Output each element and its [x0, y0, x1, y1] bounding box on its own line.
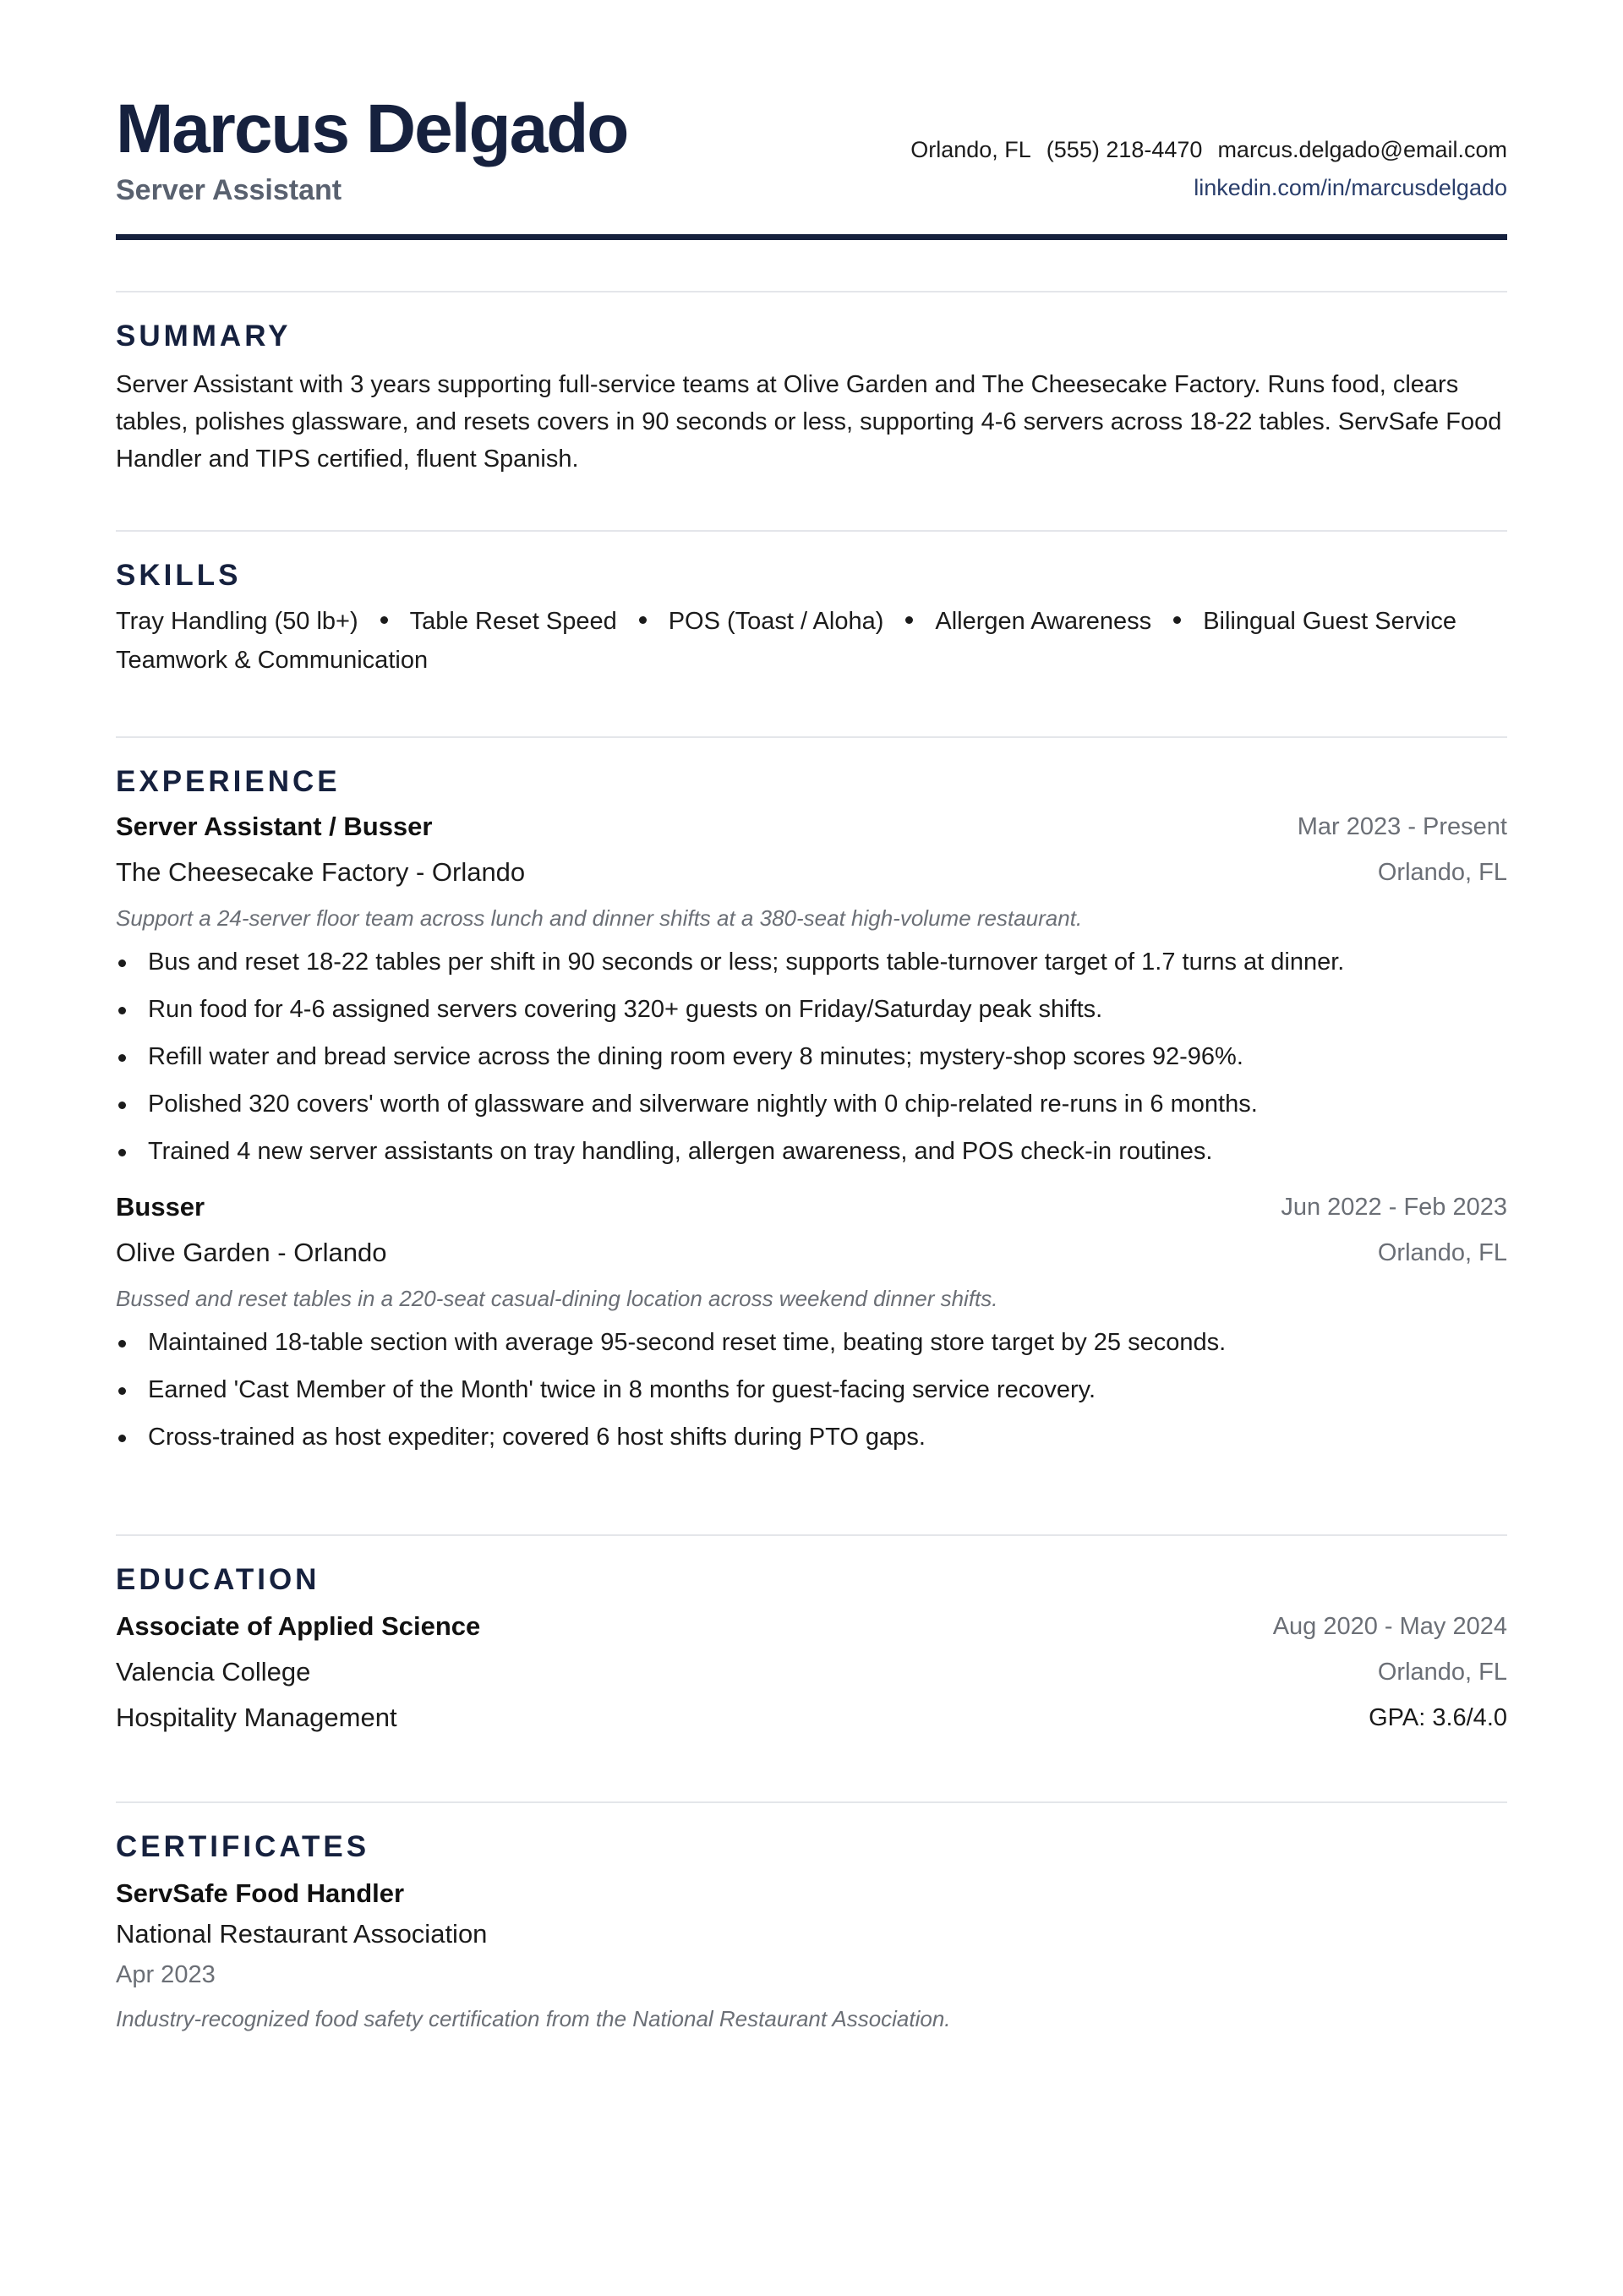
- job-title: Server Assistant / Busser: [116, 812, 433, 841]
- job-entry: [116, 1189, 1507, 1461]
- job-bullets: [116, 1319, 1507, 1461]
- certificate-issuer: National Restaurant Association: [116, 1919, 488, 1949]
- education-location: Orlando, FL: [1377, 1659, 1507, 1686]
- skill-item: POS (Toast / Aloha): [668, 608, 884, 635]
- section-divider: [116, 291, 1507, 292]
- skill-item: Allergen Awareness: [935, 608, 1152, 635]
- job-description: Support a 24-server floor team across lunch and dinner shifts at a 380-seat high-volume restaurant.: [116, 905, 1083, 931]
- job-description: Bussed and reset tables in a 220-seat casual-dining location across weekend dinner shifts.: [116, 1286, 998, 1311]
- candidate-name: Marcus Delgado: [116, 90, 628, 167]
- bullet-separator: [380, 616, 388, 624]
- skills-list: [116, 602, 1507, 680]
- experience-section: [116, 736, 1507, 1461]
- section-divider: [116, 736, 1507, 738]
- skill-item: Bilingual Guest Service: [1203, 608, 1457, 635]
- job-location: Orlando, FL: [1377, 859, 1507, 886]
- contact-line: [895, 139, 1507, 161]
- job-dates: Jun 2022 - Feb 2023: [1281, 1194, 1507, 1221]
- degree: Associate of Applied Science: [116, 1611, 481, 1641]
- job-location: Orlando, FL: [1377, 1239, 1507, 1266]
- job-company: Olive Garden - Orlando: [116, 1238, 387, 1267]
- skill-item: Teamwork & Communication: [116, 647, 429, 674]
- section-divider: [116, 1801, 1507, 1803]
- section-title: EDUCATION: [116, 1563, 320, 1596]
- job-bullet: Cross-trained as host expediter; covered 6 host shifts during PTO gaps.: [116, 1413, 1507, 1461]
- education-entry: [116, 1608, 1507, 1745]
- candidate-role: Server Assistant: [116, 174, 342, 206]
- bullet-separator: [905, 616, 913, 624]
- contact-location: Orlando, FL: [910, 137, 1031, 162]
- education-section: [116, 1534, 1507, 1745]
- job-entry: [116, 808, 1507, 1175]
- section-divider: [116, 1534, 1507, 1536]
- summary-section: [116, 291, 1507, 478]
- job-bullet: Run food for 4-6 assigned servers covering 320+ guests on Friday/Saturday peak shifts.: [116, 986, 1507, 1033]
- summary-text: Server Assistant with 3 years supporting full-service teams at Olive Garden and The Cheesecake Factory. Runs food, clears tables, polishes glassware, and resets covers in 90 seconds or less, supporting 4-6 servers across 18-22 tables. ServSafe Food Handler and TIPS certified, fluent Spanish.: [116, 371, 1502, 473]
- header-rule: [116, 234, 1507, 240]
- certificate-entry: [116, 1873, 1507, 2036]
- contact-linkedin[interactable]: linkedin.com/in/marcusdelgado: [1194, 175, 1507, 200]
- certificate-date: Apr 2023: [116, 1961, 216, 1988]
- job-title: Busser: [116, 1192, 205, 1222]
- bullet-separator: [1173, 616, 1181, 624]
- job-bullet: Trained 4 new server assistants on tray handling, allergen awareness, and POS check-in routines.: [116, 1128, 1507, 1175]
- gpa: GPA: 3.6/4.0: [1369, 1704, 1507, 1731]
- section-title: SUMMARY: [116, 320, 292, 353]
- job-dates: Mar 2023 - Present: [1297, 813, 1507, 840]
- job-bullet: Polished 320 covers' worth of glassware and silverware nightly with 0 chip-related re-runs in 6 months.: [116, 1080, 1507, 1128]
- certificate-name: ServSafe Food Handler: [116, 1878, 405, 1908]
- job-company: The Cheesecake Factory - Orlando: [116, 857, 526, 887]
- section-divider: [116, 530, 1507, 532]
- resume-header: [116, 0, 1507, 242]
- job-bullet: Maintained 18-table section with average 95-second reset time, beating store target by 25 seconds.: [116, 1319, 1507, 1366]
- skill-item: Tray Handling (50 lb+): [116, 608, 358, 635]
- job-bullet: Refill water and bread service across the dining room every 8 minutes; mystery-shop scores 92-96%.: [116, 1033, 1507, 1080]
- skills-section: [116, 530, 1507, 680]
- education-dates: Aug 2020 - May 2024: [1272, 1613, 1507, 1640]
- job-bullet: Bus and reset 18-22 tables per shift in 90 seconds or less; supports table-turnover target of 1.7 turns at dinner.: [116, 938, 1507, 986]
- job-bullet: Earned 'Cast Member of the Month' twice in 8 months for guest-facing service recovery.: [116, 1366, 1507, 1413]
- section-title: SKILLS: [116, 559, 242, 592]
- contact-phone: (555) 218-4470: [1046, 137, 1203, 162]
- section-title: EXPERIENCE: [116, 765, 341, 798]
- job-bullets: [116, 938, 1507, 1175]
- certificate-description: Industry-recognized food safety certification from the National Restaurant Association.: [116, 2006, 951, 2031]
- skill-item: Table Reset Speed: [409, 608, 617, 635]
- bullet-separator: [639, 616, 647, 624]
- section-title: CERTIFICATES: [116, 1830, 370, 1863]
- field-of-study: Hospitality Management: [116, 1703, 397, 1732]
- school: Valencia College: [116, 1657, 311, 1686]
- certificates-section: [116, 1801, 1507, 2036]
- contact-email[interactable]: marcus.delgado@email.com: [1217, 137, 1507, 162]
